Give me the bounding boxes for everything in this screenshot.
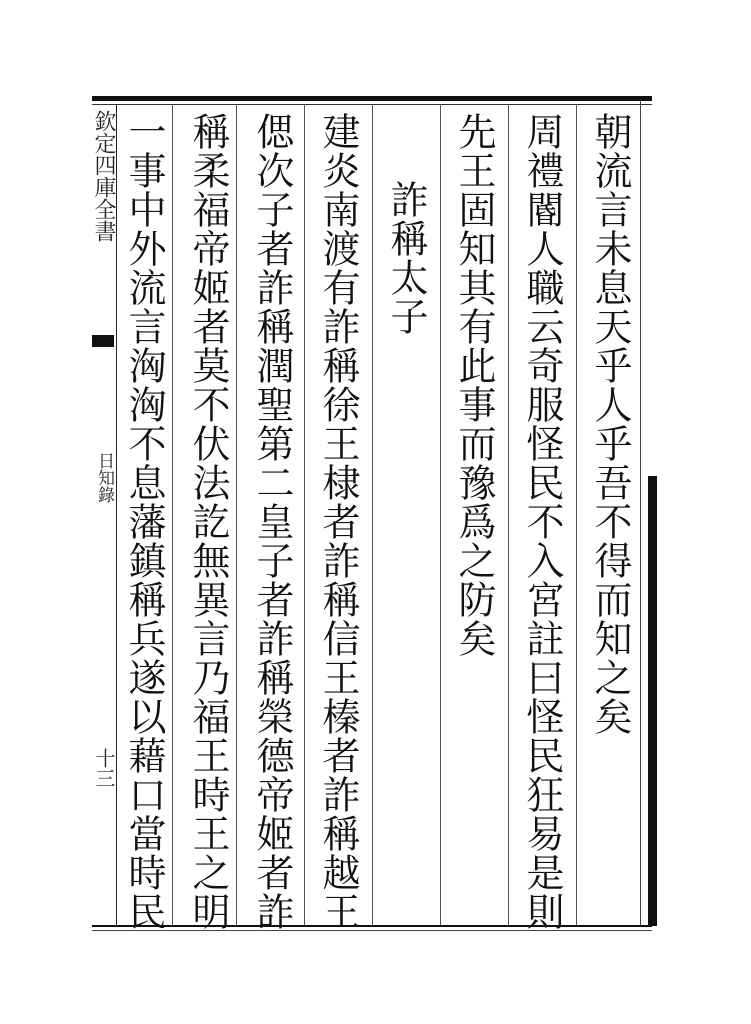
frame-top-border (92, 96, 652, 101)
section-heading: 詐稱太子 (384, 180, 428, 336)
frame-bottom-border (92, 925, 652, 927)
column-rule (236, 104, 237, 925)
gutter-fish-tail-mark (92, 335, 114, 347)
text-column-3: 先王固知其有此事而豫爲之防矣 (452, 112, 496, 658)
column-rule (440, 104, 441, 925)
frame-right-inner-border (640, 100, 641, 926)
text-column-1: 朝流言未息天乎人乎吾不得而知之矣 (588, 112, 632, 736)
frame-bottom-inner-border (92, 930, 652, 931)
text-column-7: 稱柔福帝姬者莫不伏法訖無異言乃福王時王之明 (186, 112, 230, 931)
text-column-8: 一事中外流言洶洶不息藩鎮稱兵遂以藉口當時民 (122, 112, 166, 931)
text-column-6: 偲次子者詐稱潤聖第二皇子者詐稱榮德帝姬者詐 (250, 112, 294, 931)
gutter-book-title: 日知錄 (94, 452, 114, 503)
frame-right-border (648, 476, 657, 926)
gutter-page-number: 十三 (92, 748, 116, 788)
column-rule (372, 104, 373, 925)
gutter-collection-title: 欽定四庫全書 (91, 110, 116, 242)
column-rule (508, 104, 509, 925)
column-rule (172, 104, 173, 925)
column-rule (576, 104, 577, 925)
column-rule (304, 104, 305, 925)
text-column-2: 周禮閽人職云奇服怪民不入宮註曰怪民狂易是則 (520, 112, 564, 931)
text-column-5: 建炎南渡有詐稱徐王棣者詐稱信王榛者詐稱越王 (316, 112, 360, 931)
